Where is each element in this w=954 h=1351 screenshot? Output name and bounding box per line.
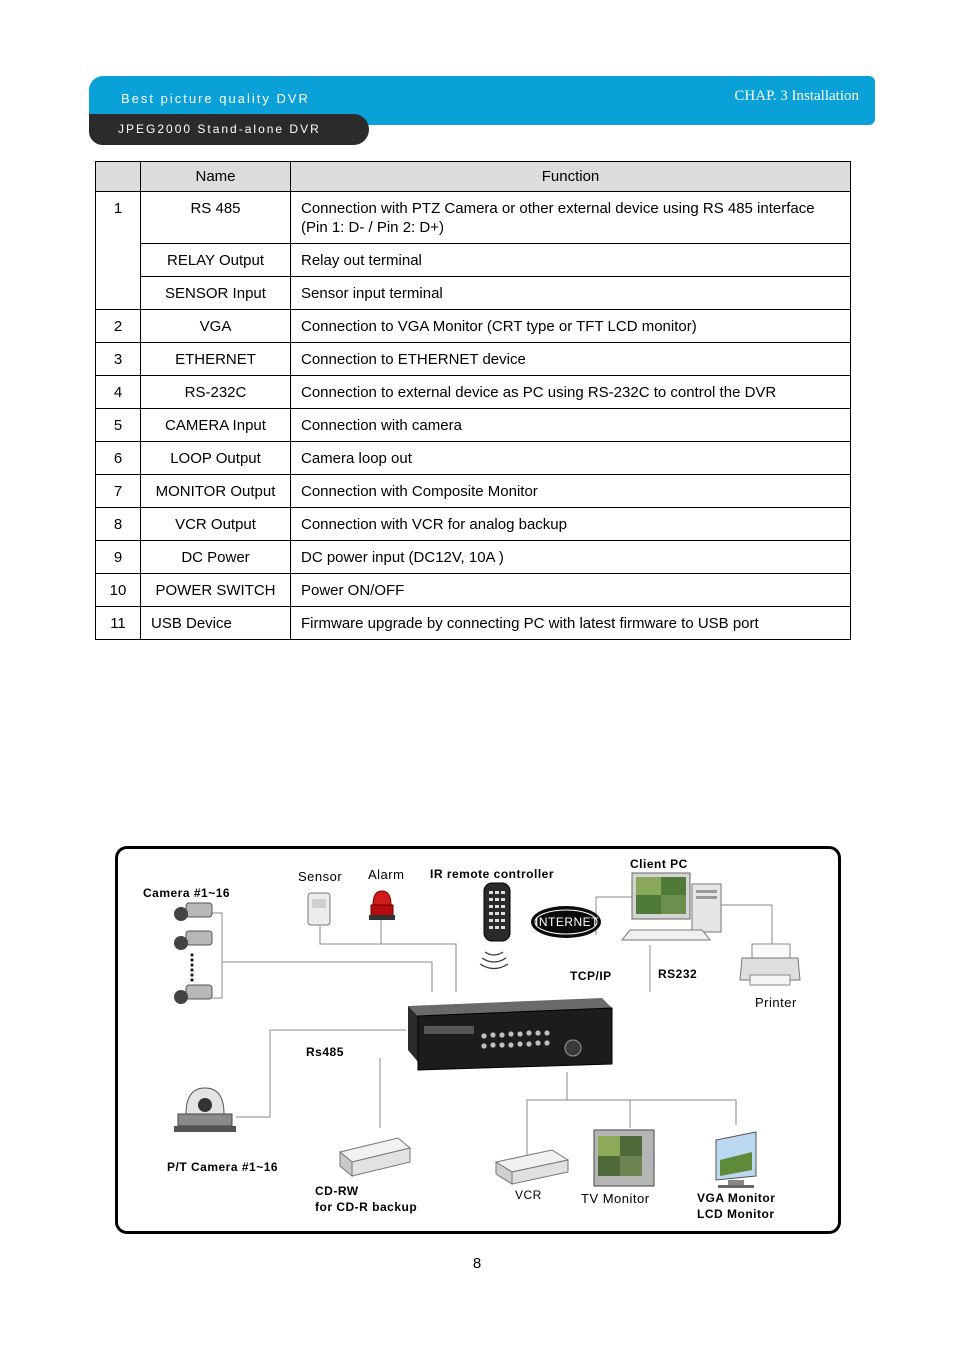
row-function: Connection to VGA Monitor (CRT type or TFT LCD monitor) [291,310,851,343]
row-name: RS 485 [141,192,291,244]
vcr-label: VCR [515,1188,542,1202]
row-number: 5 [96,409,141,442]
row-function: Connection with PTZ Camera or other external device using RS 485 interface (Pin 1: D- / Pin 2: D+) [291,192,851,244]
rs232-label: RS232 [658,967,698,981]
cdrw-sublabel: for CD-R backup [315,1200,418,1214]
row-name: ETHERNET [141,343,291,376]
row-number: 10 [96,574,141,607]
row-number: 9 [96,541,141,574]
row-function: Camera loop out [291,442,851,475]
row-name: RS-232C [141,376,291,409]
row-function: Connection to ETHERNET device [291,343,851,376]
header-subtitle: JPEG2000 Stand-alone DVR [118,122,321,136]
vga-monitor-label: VGA Monitor [697,1191,776,1205]
row-function: Connection with VCR for analog backup [291,508,851,541]
row-number: 4 [96,376,141,409]
sensor-icon [308,893,330,925]
row-function: Firmware upgrade by connecting PC with latest firmware to USB port [291,607,851,640]
internet-label: INTERNET [535,915,599,929]
table-header-name: Name [141,162,291,192]
row-name: MONITOR Output [141,475,291,508]
row-name: CAMERA Input [141,409,291,442]
row-function: Connection with Composite Monitor [291,475,851,508]
row-name: VGA [141,310,291,343]
row-number: 6 [96,442,141,475]
row-number: 2 [96,310,141,343]
vcr-icon [496,1150,568,1184]
row-function: Power ON/OFF [291,574,851,607]
ptz-camera-label: P/T Camera #1~16 [167,1160,279,1174]
row-number: 11 [96,607,141,640]
row-name: USB Device [141,607,291,640]
row-number: 7 [96,475,141,508]
page-number: 8 [472,1255,482,1272]
row-number: 1 [96,192,141,310]
row-function: Sensor input terminal [291,277,851,310]
tv-monitor-icon [594,1130,654,1186]
alarm-label: Alarm [368,867,405,882]
ptz-camera-icon [174,1088,236,1132]
printer-label: Printer [755,995,797,1010]
row-name: DC Power [141,541,291,574]
cdrw-label: CD-RW [315,1184,359,1198]
row-function: Connection with camera [291,409,851,442]
printer-icon [740,944,800,985]
tcpip-label: TCP/IP [570,969,612,983]
row-name: SENSOR Input [141,277,291,310]
alarm-icon [369,891,395,920]
remote-controller-icon [480,883,510,969]
lcd-monitor-icon [716,1132,756,1188]
header-title: Best picture quality DVR [121,91,310,106]
row-name: LOOP Output [141,442,291,475]
rs485-label: Rs485 [306,1045,344,1059]
cd-rw-drive-icon [340,1138,410,1176]
chapter-label: CHAP. 3 Installation [734,88,859,104]
remote-controller-label: IR remote controller [430,867,555,881]
table-header-function: Function [291,162,851,192]
row-function: Connection to external device as PC using RS-232C to control the DVR [291,376,851,409]
lcd-monitor-label: LCD Monitor [697,1207,775,1221]
row-function: DC power input (DC12V, 10A ) [291,541,851,574]
row-number: 3 [96,343,141,376]
client-pc-icon [622,873,721,940]
row-name: RELAY Output [141,244,291,277]
tv-monitor-label: TV Monitor [581,1191,650,1206]
row-number: 8 [96,508,141,541]
ir-signal-icon [480,952,508,969]
camera-label: Camera #1~16 [143,886,231,900]
row-name: POWER SWITCH [141,574,291,607]
dvr-unit-icon [408,998,612,1070]
row-name: VCR Output [141,508,291,541]
row-function: Relay out terminal [291,244,851,277]
sensor-label: Sensor [298,869,343,884]
client-pc-label: Client PC [630,857,688,871]
camera-icon [174,903,212,1004]
